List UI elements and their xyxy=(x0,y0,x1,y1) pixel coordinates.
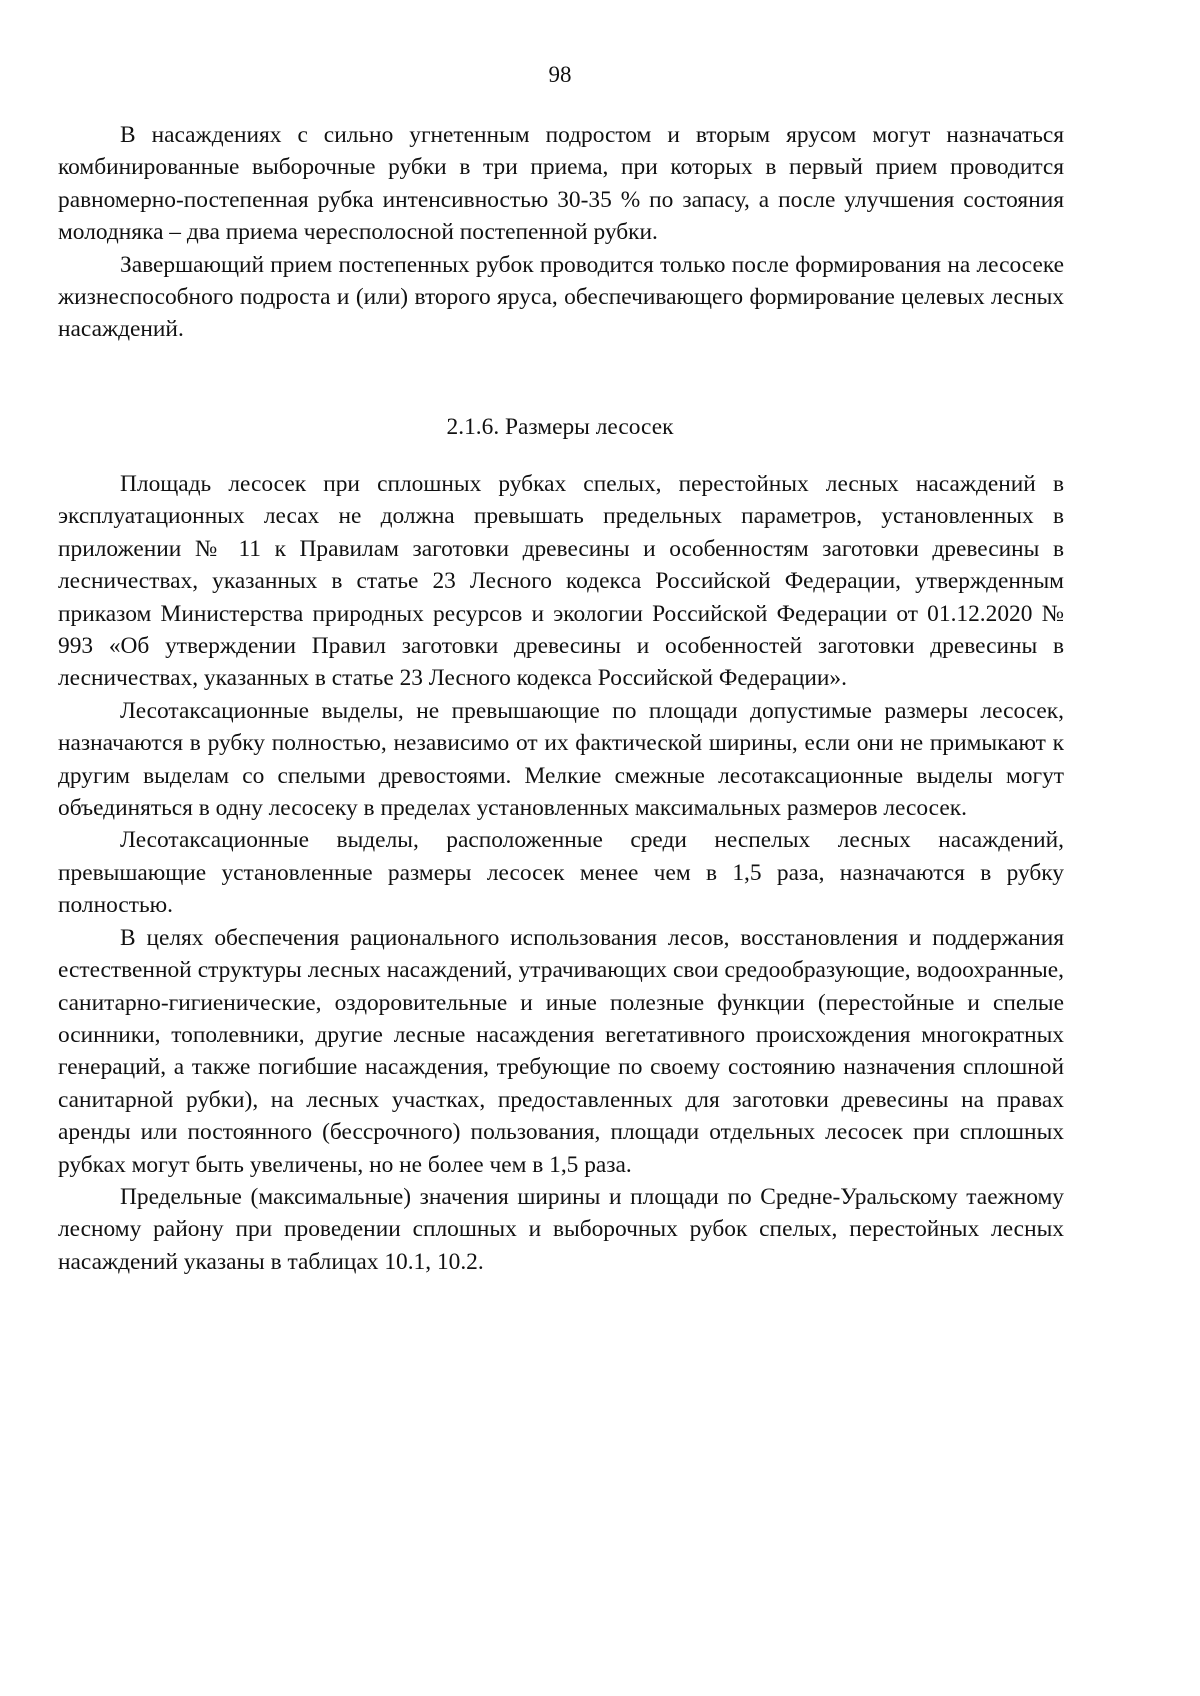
page-number: 98 xyxy=(548,62,572,87)
text-block-intro xyxy=(58,119,1064,346)
paragraph: В целях обеспечения рационального использования лесов, восстановления и поддержания естественной структуры лесных насаждений, утрачивающих свои средообразующие, водоохранные, санитарно-гигиенические, оздоровительные и иные полезные функции (перестойные и спелые осинники, тополевники, другие лесные насаждения вегетативного происхождения многократных генераций, а также погибшие насаждения, требующие по своему состоянию назначения сплошной санитарной рубки), на лесных участках, предоставленных для заготовки древесины на правах аренды или постоянного (бессрочного) пользования, площади отдельных лесосек при сплошных рубках могут быть увеличены, но не более чем в 1,5 раза. xyxy=(58,924,1064,1178)
paragraph: Предельные (максимальные) значения ширины и площади по Средне-Уральскому таежному лесному району при проведении сплошных и выборочных рубок спелых, перестойных лесных насаждений указаны в таблицах 10.1, 10.2. xyxy=(58,1183,1064,1275)
paragraph: В насаждениях с сильно угнетенным подростом и вторым ярусом могут назначаться комбинированные выборочные рубки в три приема, при которых в первый прием проводится равномерно-постепенная рубка интенсивностью 30-35 % по запасу, а после улучшения состояния молодняка – два приема чересполосной постепенной рубки. xyxy=(58,122,1064,246)
paragraph: Площадь лесосек при сплошных рубках спелых, перестойных лесных насаждений в эксплуатационных лесах не должна превышать предельных параметров, установленных в приложении № 11 к Правилам заготовки древесины и особенностям заготовки древесины в лесничествах, указанных в статье 23 Лесного кодекса Российской Федерации, утвержденным приказом Министерства природных ресурсов и экологии Российской Федерации от 01.12.2020 № 993 «Об утверждении Правил заготовки древесины и особенностей заготовки древесины в лесничествах, указанных в статье 23 Лесного кодекса Российской Федерации». xyxy=(58,471,1064,692)
paragraph: Лесотаксационные выделы, не превышающие по площади допустимые размеры лесосек, назначаются в рубку полностью, независимо от их фактической ширины, если они не примыкают к другим выделам со спелыми древостоями. Мелкие смежные лесотаксационные выделы могут объединяться в одну лесосеку в пределах установленных максимальных размеров лесосек. xyxy=(58,697,1064,822)
section-heading: 2.1.6. Размеры лесосек xyxy=(446,414,674,440)
paragraph: Завершающий прием постепенных рубок проводится только после формирования на лесосеке жизнеспособного подроста и (или) второго яруса, обеспечивающего формирование целевых лесных насаждений. xyxy=(58,251,1064,343)
paragraph: Лесотаксационные выделы, расположенные среди неспелых лесных насаждений, превышающие установленные размеры лесосек менее чем в 1,5 раза, назначаются в рубку полностью. xyxy=(58,827,1064,919)
text-block-section xyxy=(58,468,1064,1278)
